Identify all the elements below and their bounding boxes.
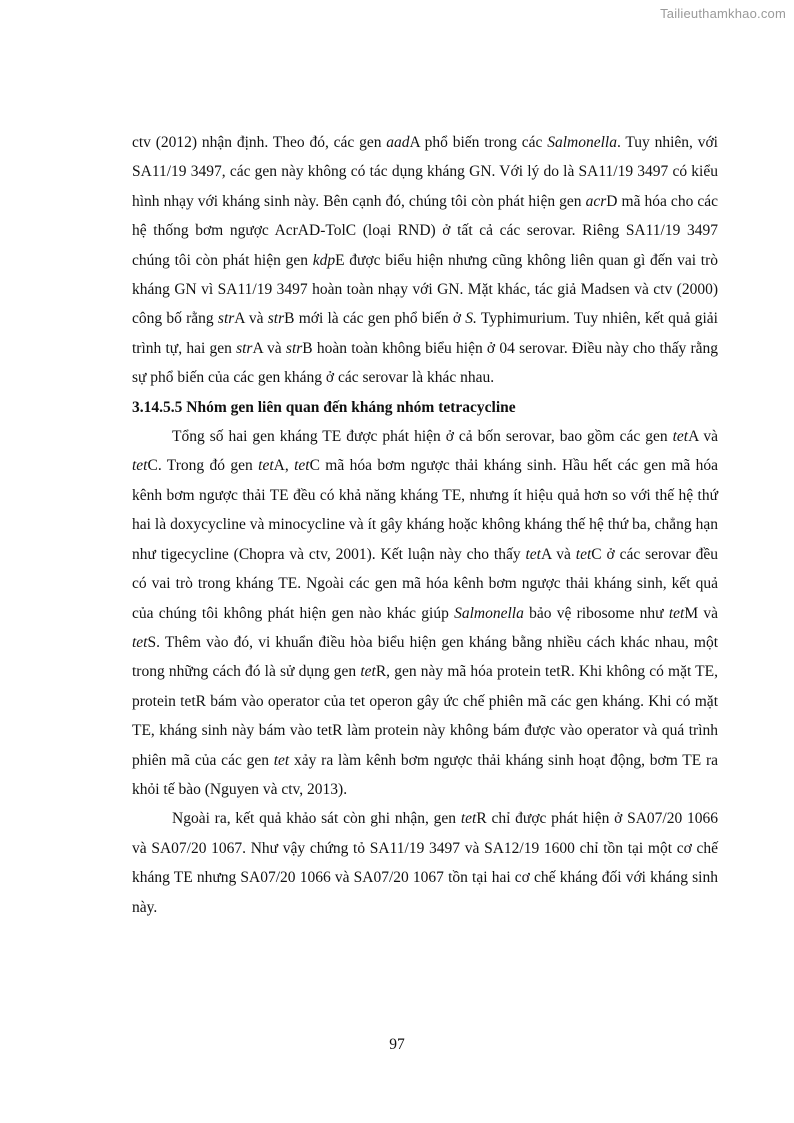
- text-run: D mã hóa cho các hệ thống bơm ngược AcrAD-TolC (loại RND) ở tất cả các serovar. Riêng SA11/19 3497 chúng tôi còn phát hiện gen: [132, 192, 719, 269]
- italic-text: tet: [525, 545, 541, 563]
- text-run: C ở các serovar đều có vai trò trong kháng TE. Ngoài các gen mã hóa kênh bơm ngược thải kháng sinh, kết quả của chúng tôi không phát hiện gen nào khác giúp: [132, 545, 719, 622]
- text-run: M và: [684, 604, 718, 622]
- italic-text: Salmonella: [547, 134, 617, 151]
- text-run: R chỉ được phát hiện ở SA07/20 1066 và SA07/20 1067. Như vậy chứng tỏ SA11/19 3497 và SA12/19 1600 chỉ tồn tại một cơ chế kháng TE nhưng SA07/20 1066 và SA07/20 1067 tồn tại hai cơ chế kháng đối với kháng sinh này.: [132, 810, 718, 916]
- italic-text: tet: [360, 663, 376, 681]
- watermark: Tailieuthamkhao.com: [660, 6, 786, 21]
- text-run: Tổng số hai gen kháng TE được phát hiện ở cả bốn serovar, bao gồm các gen: [172, 428, 673, 446]
- italic-text: Salmonella: [454, 604, 524, 622]
- italic-text: kdp: [312, 251, 336, 269]
- italic-text: tet: [575, 545, 592, 563]
- italic-text: tet: [273, 751, 290, 769]
- text-run: A và: [541, 545, 576, 563]
- text-run: ctv (2012) nhận định. Theo đó, các gen: [132, 134, 387, 151]
- text-run: 3.14.5.5 Nhóm gen liên quan đến kháng nhóm tetracycline: [132, 398, 516, 416]
- body-paragraph: [132, 804, 718, 922]
- italic-text: acr: [585, 192, 607, 210]
- text-run: A và: [688, 428, 719, 446]
- text-run: B hoàn toàn không biểu hiện ở 04 serovar. Điều này cho thấy rằng sự phổ biến của các gen kháng ở các serovar là khác nhau.: [132, 339, 718, 387]
- italic-text: str: [285, 339, 303, 357]
- page-number: 97: [389, 1036, 405, 1053]
- italic-text: tet: [460, 810, 477, 828]
- italic-text: str: [267, 310, 285, 328]
- text-run: A và: [234, 310, 268, 328]
- text-run: A,: [273, 457, 295, 475]
- text-run: C. Trong đó gen: [147, 457, 259, 475]
- text-run: E được biểu hiện nhưng cũng không liên quan gì đến vai trò kháng GN vì SA11/19 3497 hoàn toàn nhạy với GN. Mặt khác, tác giả Madsen và ctv (2000) công bố rằng: [132, 251, 719, 328]
- text-run: C mã hóa bơm ngược thải kháng sinh. Hầu hết các gen mã hóa kênh bơm ngược thải TE đều có khả năng kháng TE, nhưng ít hiệu quả hơn so với thế hệ thứ hai là doxycycline và minocycline và ít gây kháng hoặc không kháng thế hệ thứ ba, chẳng hạn như tigecycline (Chopra và ctv, 2001). Kết luận này cho thấy: [132, 457, 718, 563]
- italic-text: tet: [132, 633, 148, 651]
- italic-text: tet: [132, 457, 148, 475]
- italic-text: aad: [386, 134, 410, 151]
- italic-text: S.: [465, 310, 477, 328]
- text-run: . Tuy nhiên, với SA11/19 3497, các gen này không có tác dụng kháng GN. Với lý do là SA11/19 3497 có kiểu hình nhạy với kháng sinh này. Bên cạnh đó, chúng tôi còn phát hiện gen: [132, 134, 718, 210]
- text-run: R, gen này mã hóa protein tetR. Khi không có mặt TE, protein tetR bám vào operator của tet operon gây ức chế phiên mã các gen kháng. Khi có mặt TE, kháng sinh này bám vào tetR làm protein này không bám được vào operator và quá trình phiên mã của các gen: [132, 663, 718, 769]
- text-run: S. Thêm vào đó, vi khuẩn điều hòa biểu hiện gen kháng bằng nhiều cách khác nhau, một trong những cách đó là sử dụng gen: [132, 633, 718, 681]
- italic-text: str: [217, 310, 235, 328]
- body-paragraph: [132, 128, 718, 393]
- text-run: A và: [252, 339, 286, 357]
- text-run: A phổ biến trong các: [409, 134, 548, 151]
- document-body: [132, 128, 718, 922]
- italic-text: tet: [258, 457, 274, 475]
- body-paragraph: [132, 422, 718, 804]
- text-run: bảo vệ ribosome như: [523, 604, 669, 622]
- italic-text: tet: [668, 604, 685, 622]
- italic-text: tet: [672, 428, 689, 446]
- text-run: xảy ra làm kênh bơm ngược thải kháng sinh hoạt động, bơm TE ra khỏi tế bào (Nguyen và ctv, 2013).: [132, 751, 718, 798]
- italic-text: tet: [294, 457, 310, 475]
- text-run: Typhimurium. Tuy nhiên, kết quả giải trình tự, hai gen: [132, 310, 718, 357]
- text-run: Ngoài ra, kết quả khảo sát còn ghi nhận, gen: [172, 810, 461, 828]
- text-run: B mới là các gen phổ biến ở: [284, 310, 466, 328]
- section-heading: [132, 393, 718, 422]
- italic-text: str: [236, 339, 253, 357]
